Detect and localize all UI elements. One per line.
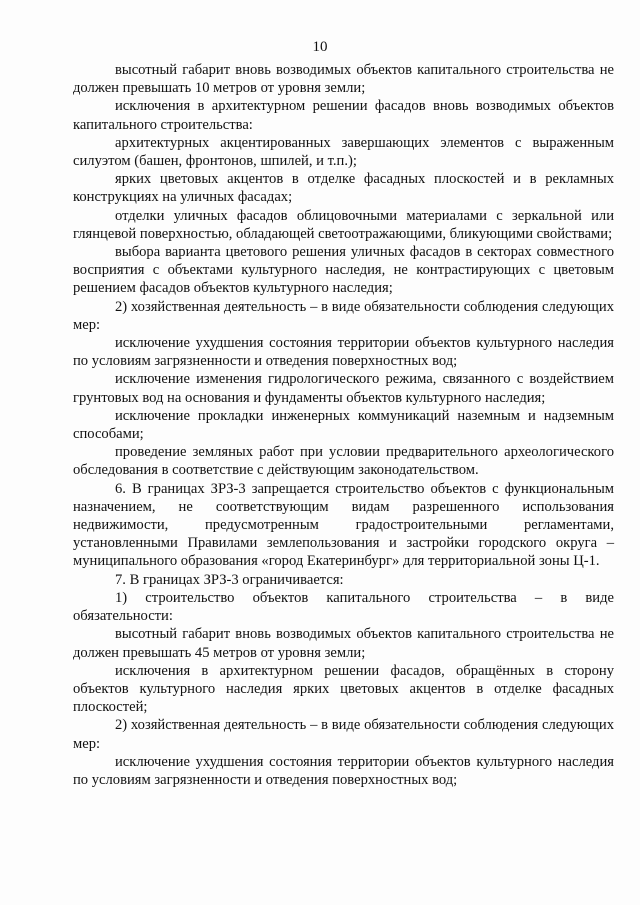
paragraph: исключение прокладки инженерных коммуникаций наземным и надземным способами; — [73, 407, 614, 443]
paragraph: высотный габарит вновь возводимых объектов капитального строительства не должен превышать 45 метров от уровня земли; — [73, 626, 614, 661]
paragraph: отделки уличных фасадов облицовочными материалами с зеркальной или глянцевой поверхностью, обладающей светоотражающими, бликующими свойствами; — [73, 207, 614, 242]
paragraph: 7. В границах ЗРЗ-3 ограничивается: — [115, 571, 344, 588]
document-body — [73, 61, 614, 789]
paragraph: ярких цветовых акцентов в отделке фасадных плоскостей и в рекламных конструкциях на уличных фасадах; — [73, 171, 614, 206]
paragraph: 6. В границах ЗРЗ-3 запрещается строительство объектов с функциональным назначением, не соответствующим видам разрешенного использования недвижимости, предусмотренным градостроительными регламентами, установленными Правилами землепользования и застройки городского округа – муниципального образования «город Екатеринбург» для территориальной зоны Ц-1. — [73, 480, 614, 570]
paragraph: 2) хозяйственная деятельность – в виде обязательности соблюдения следующих мер: — [73, 298, 614, 333]
paragraph: исключение изменения гидрологического режима, связанного с воздействием грунтовых вод на основания и фундаменты объектов культурного наследия; — [73, 371, 614, 406]
paragraph: исключения в архитектурном решении фасадов, обращённых в сторону объектов культурного наследия ярких цветовых акцентов в отделке фасадных плоскостей; — [73, 662, 614, 716]
paragraph: исключение ухудшения состояния территории объектов культурного наследия по условиям загрязненности и отведения поверхностных вод; — [73, 335, 614, 370]
paragraph: исключение ухудшения состояния территории объектов культурного наследия по условиям загрязненности и отведения поверхностных вод; — [73, 753, 614, 788]
paragraph: исключения в архитектурном решении фасадов вновь возводимых объектов капитального строительства: — [73, 98, 614, 133]
paragraph: 2) хозяйственная деятельность – в виде обязательности соблюдения следующих мер: — [73, 717, 614, 752]
paragraph: высотный габарит вновь возводимых объектов капитального строительства не должен превышать 10 метров от уровня земли; — [73, 62, 614, 97]
paragraph: проведение земляных работ при условии предварительного археологического обследования в соответствие с действующим законодательством. — [73, 444, 614, 479]
paragraph: архитектурных акцентированных завершающих элементов с выраженным силуэтом (башен, фронтонов, шпилей, и т.п.); — [73, 134, 614, 170]
paragraph: 1) строительство объектов капитального строительства – в виде обязательности: — [73, 589, 614, 625]
paragraph: выбора варианта цветового решения уличных фасадов в секторах совместного восприятия с объектами культурного наследия, не контрастирующих с цветовым решением фасадов объектов культурного наследия; — [73, 244, 614, 297]
page-number: 10 — [312, 39, 328, 55]
